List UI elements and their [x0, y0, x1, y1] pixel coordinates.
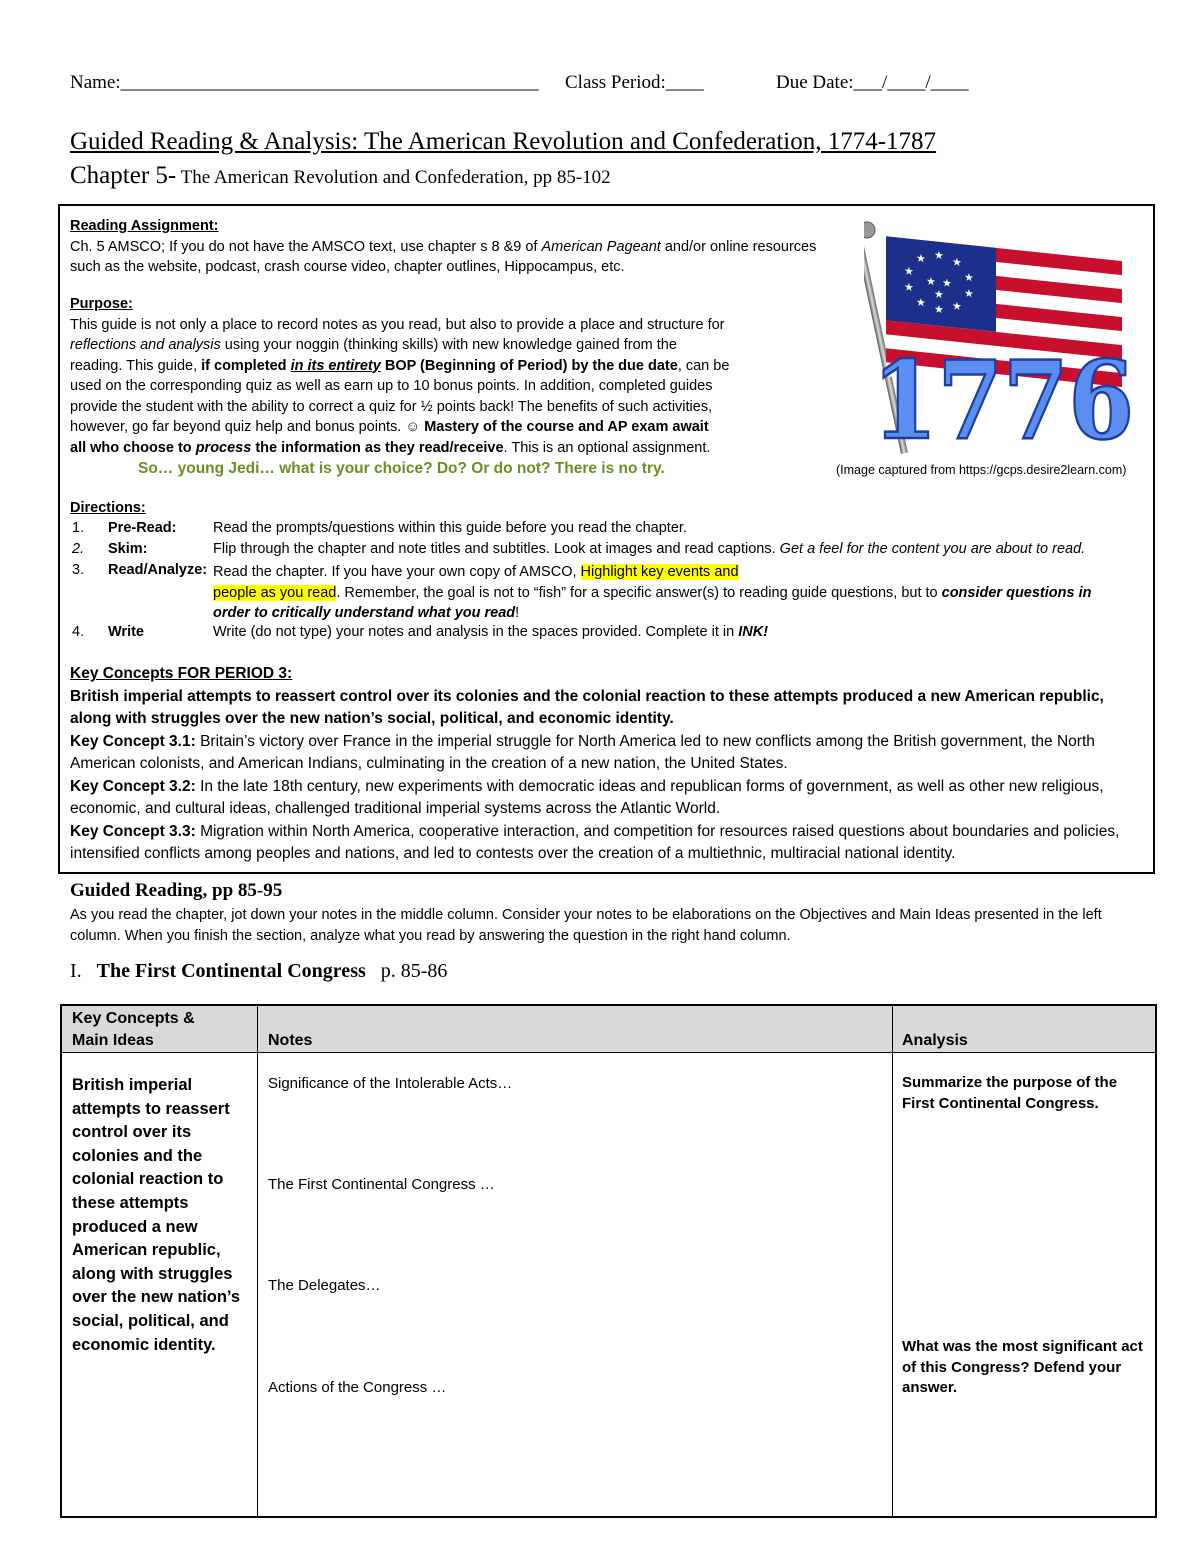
reading-assignment-text: Ch. 5 AMSCO; If you do not have the AMSCO text, use chapter s 8 &9 of American Pageant and/or online resources: [70, 238, 817, 255]
column-header-key-concepts: Key Concepts & Main Ideas: [72, 1010, 195, 1049]
purpose-line: reading. This guide, if completed in its entirety BOP (Beginning of Period) by the due date, can be: [70, 357, 730, 374]
svg-text:★: ★: [904, 280, 914, 295]
svg-text:★: ★: [952, 255, 962, 270]
flag-graphic: [864, 216, 1144, 466]
purpose-section: [70, 294, 860, 480]
reading-assignment-text-2: such as the website, podcast, crash course video, chapter outlines, Hippocampus, etc.: [70, 259, 625, 275]
chapter-heading: [70, 162, 611, 190]
notes-table: [60, 1004, 1157, 1518]
svg-text:★: ★: [934, 287, 944, 302]
jedi-quote: So… young Jedi… what is your choice? Do? Or do not? There is no try.: [138, 460, 665, 477]
svg-text:★: ★: [964, 286, 974, 301]
name-field[interactable]: Name:____________________________________________: [70, 72, 539, 93]
notes-prompt[interactable]: Actions of the Congress …: [268, 1379, 447, 1396]
svg-text:★: ★: [916, 295, 926, 310]
key-concepts-section: [70, 663, 1140, 866]
key-concepts-heading: Key Concepts FOR PERIOD 3:: [70, 665, 293, 682]
purpose-line: all who choose to process the information as they read/receive. This is an optional assignment.: [70, 439, 711, 456]
highlight-text: people as you read: [213, 584, 337, 601]
key-concept-3-3: Key Concept 3.3: Migration within North America, cooperative interaction, and competition for resources raised questions about boundaries and policies, intensified conflicts among peoples and nations, and led to contests over the creation of a multiethnic, multiracial national identity.: [70, 822, 1120, 862]
notes-prompt[interactable]: The First Continental Congress …: [268, 1176, 495, 1193]
page-title: Guided Reading & Analysis: The American Revolution and Confederation, 1774-1787: [70, 128, 937, 155]
chapter-subtitle: The American Revolution and Confederation, pp 85-102: [176, 167, 611, 188]
svg-text:★: ★: [904, 264, 914, 279]
chapter-prefix: Chapter 5-: [70, 162, 177, 189]
svg-text:★: ★: [934, 302, 944, 317]
purpose-line: however, go far beyond quiz help and bonus points. ☺ Mastery of the course and AP exam await: [70, 419, 709, 435]
due-date-field[interactable]: Due Date:___/____/____: [776, 72, 969, 93]
image-caption: (Image captured from https://gcps.desire2learn.com): [836, 463, 1127, 477]
svg-text:★: ★: [926, 274, 936, 289]
key-concepts-overview: British imperial attempts to reassert control over its colonies and the colonial reaction to these attempts produced a new American republic, along with struggles over the new nation’s social, political, and economic identity.: [70, 687, 1104, 727]
svg-text:★: ★: [942, 276, 952, 291]
highlight-text: Highlight key events and: [580, 564, 739, 580]
purpose-heading: Purpose:: [70, 296, 133, 312]
guided-reading-title: Guided Reading, pp 85-95: [70, 880, 283, 901]
flag-1776-image: [864, 216, 1144, 466]
flag-year-text: 1776: [872, 338, 1134, 464]
svg-text:★: ★: [916, 251, 926, 266]
svg-text:★: ★: [952, 299, 962, 314]
main-idea-cell: British imperial attempts to reassert control over its colonies and the colonial reaction to these attempts produced a new American republic, along with struggles over the new nation’s social, political, and economic identity.: [72, 1076, 241, 1354]
purpose-line: provide the student with the ability to correct a quiz for ½ points back! The benefits of such activities,: [70, 398, 713, 415]
column-header-analysis: Analysis: [902, 1032, 968, 1049]
directions-heading: Directions:: [70, 500, 146, 516]
purpose-line: This guide is not only a place to record notes as you read, but also to provide a place and structure for: [70, 316, 725, 333]
key-concept-3-2: Key Concept 3.2: In the late 18th century, new experiments with democratic ideas and republican forms of government, as well as other new religious, economic, and cultural ideas, challenged traditional imperial systems across the Atlantic World.: [70, 777, 1104, 817]
key-concept-3-1: Key Concept 3.1: Britain’s victory over France in the imperial struggle for North America led to new conflicts among the British government, the North American colonists, and American Indians, culminating in the creation of a new nation, the United States.: [70, 732, 1095, 772]
assignment-box: Reading Assignment: Ch. 5 AMSCO; If you do not have the AMSCO text, use chapter s 8 &9 of American Pageant and/or online resources such as the website, podcast, crash course video, chapter outlines, Hippocampus, etc. Purpose: This guide is not only a place to record notes as you read, but also to provide a place and structure for reflections and analysis using your noggin (thinking skills) with new knowledge gained from the reading. This guide, if completed in its entirety BOP (Beginning of Period) by the due date, can be used on the corresponding quiz as well as earn up to 10 bonus points. In addition, completed guides provide the student with the ability to correct a quiz for ½ points back! The benefits of such activities, however, go far beyond quiz help and bonus points. ☺ Mastery of the course and AP exam await all who choose to process the information as they read/receive. This is an optional assignment. So… young Jedi… what is your choice? Do? Or do not? There is no try. ★ ★ ★ ★ ★ ★ ★ ★ ★ ★ ★ ★ ★ 1776 (Image captured from https://gcps.desire2learn.com) Directions: 1. Pre-Read: Read the prompts/questions within this guide before you read the chapter. 2. Skim: Flip through the chapter and note titles and subtitles. Look at images and read captions. Get a feel for the content you are about to read. 3. Read/Analyze: Read the chapter. If you have your own copy of AMSCO, Highlight key events and people as you read. Remember, the goal is not to “fish” for a specific answer(s) to reading guide questions, but to consider questions in order to critically understand what you read! 4. Write Write (do not type) your notes and analysis in the spaces provided. Complete it in INK! Key Concepts FOR PERIOD 3: British imperial attempts to reassert control over its colonies and the colonial reaction to these attempts produced a new American republic, along with struggles over the new nation’s social, political, and economic identity. Key Concept 3.1: Britain’s victory over France in the imperial struggle for North America led to new conflicts among the British government, the North American colonists, and American Indians, culminating in the creation of a new nation, the United States. Key Concept 3.2: In the late 18th century, new experiments with democratic ideas and republican forms of government, as well as other new religious, economic, and cultural ideas, challenged traditional imperial systems across the Atlantic World. Key Concept 3.3: Migration within North America, cooperative interaction, and competition for resources raised questions about boundaries and policies, intensified conflicts among peoples and nations, and led to contests over the creation of a multiethnic, multiracial national identity.: [58, 204, 1155, 874]
notes-prompt[interactable]: Significance of the Intolerable Acts…: [268, 1075, 513, 1092]
table-header-row: [62, 1006, 1155, 1053]
class-period-field[interactable]: Class Period:____: [565, 72, 704, 93]
svg-text:★: ★: [964, 270, 974, 285]
analysis-question[interactable]: What was the most significant act of this Congress? Defend your answer.: [902, 1338, 1143, 1396]
svg-text:★: ★: [934, 248, 944, 263]
section-heading: I. The First Continental Congress p. 85-86: [70, 960, 448, 982]
column-header-notes: Notes: [268, 1032, 313, 1049]
purpose-line: used on the corresponding quiz as well as earn up to 10 bonus points. In addition, completed guides: [70, 378, 713, 394]
guided-reading-description: As you read the chapter, jot down your notes in the middle column. Consider your notes to be elaborations on the Objectives and Main Ideas presented in the left column. When you finish the section, analyze what you read by answering the question in the right hand column.: [70, 907, 1102, 944]
notes-prompt[interactable]: The Delegates…: [268, 1277, 381, 1294]
analysis-question[interactable]: Summarize the purpose of the First Continental Congress.: [902, 1074, 1118, 1112]
reading-assignment: [70, 216, 850, 278]
reading-assignment-heading: Reading Assignment:: [70, 218, 219, 234]
purpose-line: reflections and analysis using your noggin (thinking skills) with new knowledge gained from the: [70, 337, 677, 353]
